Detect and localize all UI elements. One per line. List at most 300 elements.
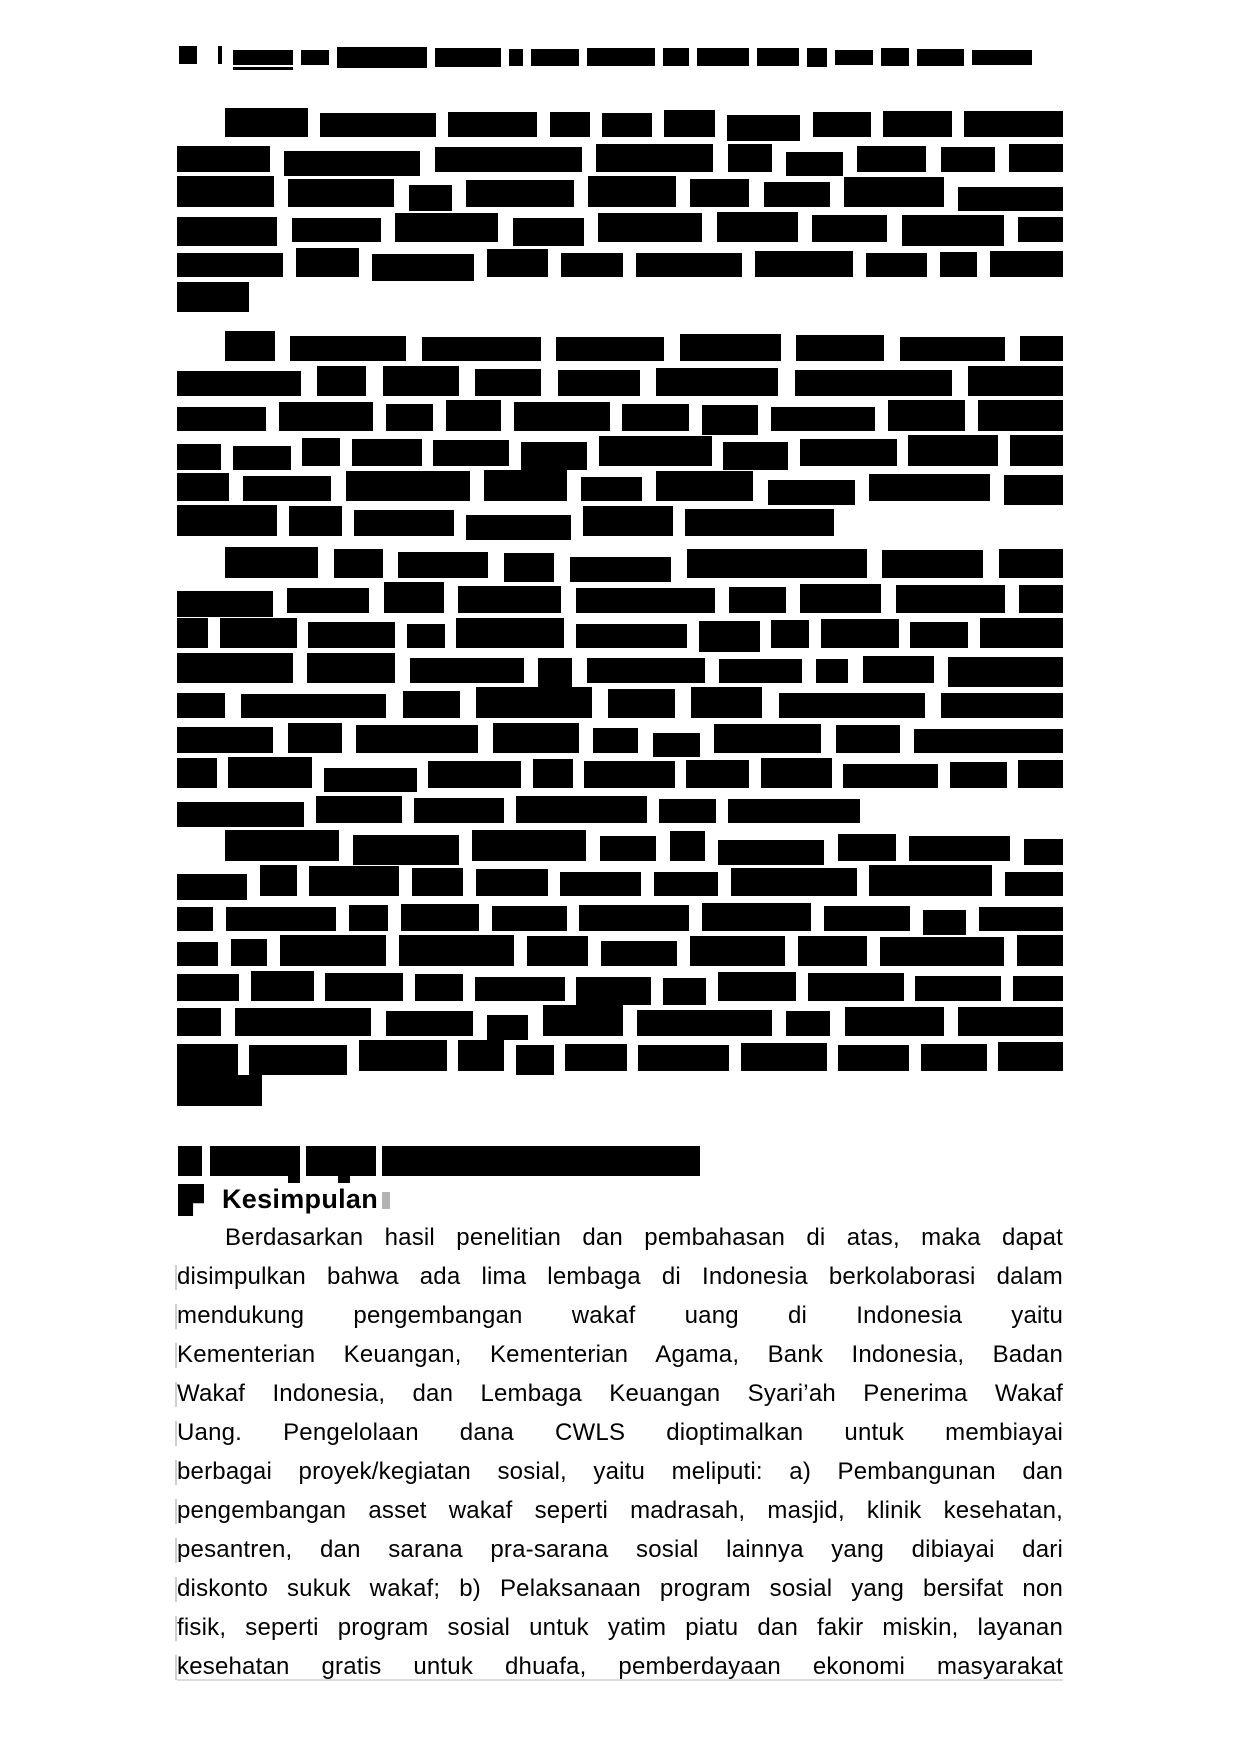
paragraph-line: pesantren, dan sarana pra-sarana sosial lainnya yang dibiayai dari [177,1530,1063,1569]
redacted-line [177,617,1063,648]
redaction-bar [349,905,388,931]
redaction-bar [588,176,676,207]
redaction-bar [714,724,821,753]
redaction-bar [354,510,454,536]
redacted-line [177,582,1063,613]
redaction-bar [729,587,786,613]
paragraph-line: diskonto sukuk wakaf; b) Pelaksanaan program sosial yang bersifat non [177,1569,1063,1608]
redaction-bar [280,935,386,966]
redaction-bar [513,218,584,246]
redaction-bar [755,251,853,277]
redacted-line [177,722,1063,753]
redaction-bar [346,471,470,501]
redaction-bar [352,439,422,466]
paragraph-line: kesehatan gratis untuk dhuafa, pemberdayaan ekonomi masyarakat [177,1647,1063,1686]
redaction-bar [456,618,564,648]
redaction-bar [414,798,504,823]
redaction-bar [659,799,716,823]
redaction-bar [702,903,811,931]
redaction-bar [435,147,582,172]
redaction-bar [863,656,934,683]
redaction-bar [233,50,293,65]
redaction-bar [306,1146,376,1176]
redacted-line [225,547,1063,578]
redaction-bar [177,473,229,501]
redaction-bar [972,50,1032,65]
redaction-bar [1018,760,1063,788]
redaction-bar [226,907,336,931]
redacted-line [177,865,1063,896]
redaction-bar [940,252,977,277]
redaction-bar [177,693,225,718]
redaction-bar [587,48,655,66]
redaction-bar [177,653,293,683]
redaction-bar [690,179,749,207]
redaction-bar [838,1045,909,1071]
redaction-bar [600,836,656,861]
redaction-bar [680,334,781,361]
redaction-bar [813,112,871,137]
redaction-bar [691,687,762,718]
redaction-bar [786,152,843,176]
redacted-line [177,1040,1063,1071]
redaction-bar [446,400,501,431]
redaction-bar [382,1146,700,1176]
redacted-line [177,141,1063,172]
redaction-bar [795,370,952,396]
redaction-bar [290,336,406,361]
redaction-bar [1009,144,1063,172]
redaction-bar [1017,935,1063,966]
redaction-bar [869,865,992,896]
paragraph-line: disimpulkan bahwa ada lima lembaga di Indonesia berkolaborasi dalam [177,1257,1063,1296]
redaction-bar [800,584,881,613]
redaction-bar [656,471,753,501]
redaction-bar [883,111,952,137]
redacted-line [177,365,1063,396]
redaction-bar [593,728,638,753]
redaction-bar [685,509,834,536]
redaction-bar [888,400,965,431]
redaction-bar [466,515,571,540]
redaction-bar [476,869,548,896]
redaction-bar [999,549,1063,578]
redaction-bar [218,46,222,64]
redaction-bar [579,905,689,931]
redaction-bar [210,1146,300,1176]
redaction-bar [233,67,293,70]
redaction-bar [395,213,498,242]
redaction-bar [458,586,561,613]
redaction-bar [475,977,565,1001]
redaction-bar [824,906,910,931]
redaction-bar [249,1045,347,1075]
redaction-bar [177,758,217,788]
redaction-bar [599,436,712,466]
redacted-line [177,652,1063,683]
redaction-bar [410,658,524,683]
redaction-bar [584,761,675,788]
redaction-bar [608,689,675,718]
redaction-bar [741,1043,827,1071]
redaction-bar [718,972,796,1001]
redaction-bar [287,588,369,613]
redacted-line [177,176,1063,207]
redaction-bar [178,1146,202,1176]
paragraph-mark-icon [382,1192,390,1209]
redaction-bar [279,402,373,431]
redaction-bar [284,151,420,176]
redaction-bar [719,659,802,683]
redaction-bar [422,337,541,361]
redaction-bar [260,865,297,896]
redaction-bar [493,723,579,753]
redaction-bar [353,835,459,865]
redaction-bar [844,177,944,207]
redaction-bar [866,253,927,277]
redaction-bar [1005,872,1063,896]
redaction-bar [882,550,983,578]
redaction-bar [565,1044,627,1071]
redaction-bar [476,687,592,718]
paragraph-line: Uang. Pengelolaan dana CWLS dioptimalkan untuk membiayai [177,1413,1063,1452]
redaction-bar [538,658,572,687]
redaction-bar [923,910,966,935]
redaction-bar [292,218,381,242]
redaction-bar [412,868,463,896]
redaction-bar [835,50,873,65]
redaction-bar [812,215,887,242]
redaction-bar [1004,475,1063,505]
redaction-bar [602,113,652,137]
redaction-bar [771,620,809,648]
redaction-bar [177,1044,238,1075]
redaction-bar [800,439,897,466]
redaction-bar [1020,336,1063,361]
redaction-bar [998,1042,1063,1071]
redaction-bar [950,762,1007,788]
redaction-bar [177,1008,221,1036]
redacted-line [177,470,1063,501]
redaction-bar [880,937,1004,966]
redaction-bar [663,48,689,66]
redaction-bar [978,400,1063,431]
redaction-bar [958,1007,1063,1036]
redaction-bar [231,939,267,966]
redaction-bar [779,693,925,718]
redacted-line [225,830,1063,861]
redaction-bar [596,144,713,172]
redaction-bar [728,144,772,172]
redaction-bar [764,182,830,207]
redaction-bar [487,249,548,277]
redaction-bar [177,444,221,470]
redaction-bar [656,368,778,396]
redaction-bar [731,868,857,896]
redaction-bar [718,840,824,865]
redaction-bar [1019,585,1063,613]
redaction-bar [309,866,399,896]
redaction-bar [509,49,523,66]
paragraph-line: berbagai proyek/kegiatan sosial, yaitu meliputi: a) Pembangunan dan [177,1452,1063,1491]
redaction-bar [570,557,671,582]
redaction-bar [761,758,832,788]
redacted-line [177,970,1063,1001]
redaction-bar [768,480,855,505]
redaction-bar [786,1011,830,1036]
redaction-bar [653,733,700,757]
redaction-bar [177,974,239,1001]
redaction-bar [401,904,479,931]
redacted-line [177,1075,262,1106]
redaction-bar [307,653,395,683]
redaction-bar [516,796,647,823]
redaction-bar [908,435,998,466]
redaction-bar [325,973,403,1001]
redaction-bar [225,830,339,861]
redaction-bar [225,547,318,578]
redaction-bar [958,187,1063,211]
redacted-line [177,435,1063,466]
redaction-bar [241,694,386,718]
redaction-bar [302,438,340,466]
redaction-bar [687,549,867,578]
redaction-bar [177,407,266,431]
redaction-bar [435,48,501,67]
redaction-bar [324,768,417,792]
redaction-bar [717,212,798,242]
redaction-bar [220,618,297,648]
redaction-bar [288,723,342,753]
redaction-bar [622,404,689,431]
redacted-line [177,400,1063,431]
redaction-bar [821,619,899,648]
redaction-bar [334,549,383,578]
redaction-bar [808,973,904,1001]
redaction-bar [638,1045,729,1071]
redaction-bar [177,802,304,827]
redaction-bar [228,757,312,788]
redaction-bar [448,112,537,137]
redaction-bar [484,470,567,501]
redaction-bar [504,553,554,582]
redacted-line [177,900,1063,931]
redaction-bar [990,251,1063,277]
redaction-bar [1024,839,1063,865]
redaction-bar [225,331,275,361]
redaction-bar [433,440,509,466]
redaction-bar [243,476,331,501]
redaction-bar [428,761,521,788]
redaction-bar [359,1040,447,1071]
redaction-bar [296,248,359,277]
redaction-bar [917,49,964,66]
redaction-bar [796,335,884,361]
redaction-bar [415,974,463,1001]
redaction-bar [384,582,444,613]
redaction-bar [771,407,875,431]
redaction-bar [472,830,586,861]
redaction-bar [177,874,247,900]
redaction-bar [398,552,488,578]
redaction-bar [550,112,590,137]
redaction-bar [699,621,760,652]
redaction-bar [177,176,274,207]
redaction-bar [964,111,1063,137]
redaction-bar [556,337,664,361]
redaction-bar [399,935,514,966]
redaction-bar [458,1040,504,1071]
redaction-bar [690,936,785,966]
redaction-bar [531,49,579,66]
redaction-bar [727,115,800,141]
paragraph-line: mendukung pengembangan wakaf uang di Indonesia yaitu [177,1296,1063,1335]
redaction-bar [576,588,715,613]
redaction-bar [301,50,329,65]
conclusion-paragraph [177,1218,1063,1686]
redaction-bar [723,442,788,470]
redaction-bar [372,254,474,281]
redaction-bar [177,591,273,617]
section-heading-redacted [178,1146,700,1176]
redaction-bar [900,337,1005,361]
redacted-line [177,211,1063,242]
redaction-bar [816,659,848,683]
redacted-line [177,935,1063,966]
redaction-bar [289,506,342,536]
paragraph-line: Berdasarkan hasil penelitian dan pembahasan di atas, maka dapat [225,1224,1063,1251]
redaction-bar [728,799,860,823]
redaction-bar [316,796,402,823]
redaction-bar [527,936,588,966]
redacted-line [177,246,1063,277]
redaction-bar [177,727,273,753]
redaction-bar [233,446,291,470]
redacted-line [177,505,835,536]
redaction-bar [177,1075,262,1106]
conclusion-heading: Kesimpulan [222,1184,379,1214]
redaction-bar [836,725,900,753]
redaction-bar [637,1010,772,1036]
redacted-line [177,1005,1063,1036]
redaction-bar [921,1044,987,1071]
redaction-bar [466,180,574,207]
redacted-line [177,757,1063,788]
redaction-bar [697,48,749,66]
redaction-bar [636,253,742,277]
redaction-bar [702,405,758,435]
redaction-bar [663,978,706,1005]
redaction-bar [177,146,270,172]
redaction-bar [177,282,249,312]
redaction-bar [288,179,394,207]
redaction-bar [177,942,218,966]
redaction-bar [177,618,208,648]
redaction-bar [1013,976,1063,1001]
redaction-bar [177,505,277,536]
redacted-list-marker [178,1184,204,1216]
redaction-bar [948,657,1063,687]
redaction-bar [843,764,938,788]
redaction-bar [980,618,1063,648]
redaction-bar [533,759,573,788]
redaction-bar [337,47,427,68]
redaction-bar [968,366,1063,396]
redaction-bar [914,729,1063,753]
redaction-bar [475,369,541,396]
redaction-bar [587,658,705,683]
redaction-bar [1010,435,1063,466]
redaction-bar [487,1015,528,1040]
redaction-bar [941,693,1063,718]
redaction-bar [543,1005,623,1036]
redaction-bar [558,370,640,396]
redaction-bar [179,46,197,64]
redaction-bar [516,1045,554,1075]
redaction-bar [560,872,641,896]
redaction-bar [409,185,452,211]
redaction-bar [576,977,651,1005]
redaction-bar [915,976,1001,1001]
redaction-bar [561,253,623,277]
redaction-bar [941,147,995,172]
redaction-bar [807,48,827,67]
redaction-bar [798,936,867,966]
redaction-bar [979,907,1063,931]
redaction-bar [1018,217,1063,242]
redaction-bar [896,585,1005,613]
redacted-line [177,792,860,823]
redaction-bar [225,108,308,137]
redacted-line [177,687,1063,718]
redaction-bar [670,831,705,861]
redaction-bar [601,941,677,966]
redaction-bar [686,760,749,788]
redacted-line [177,281,249,312]
redaction-bar [320,113,436,137]
redaction-bar [235,1008,371,1036]
redaction-bar [845,1007,944,1036]
redaction-bar [581,477,642,501]
redacted-line [225,106,1063,137]
redaction-bar [308,622,395,648]
conclusion-subheading [178,1182,390,1216]
redaction-bar [857,146,926,172]
redaction-bar [177,371,301,396]
redaction-bar [881,48,909,66]
redaction-bar [317,366,366,396]
redaction-bar [177,217,277,246]
redaction-bar [869,474,990,501]
redaction-bar [177,907,213,931]
redaction-bar [356,725,478,753]
redaction-bar [514,402,610,431]
paragraph-line: Kementerian Keuangan, Kementerian Agama, Bank Indonesia, Badan [177,1335,1063,1374]
redaction-bar [654,872,718,896]
paragraph-line: pengembangan asset wakaf seperti madrasah, masjid, klinik kesehatan, [177,1491,1063,1530]
redaction-bar [177,253,283,277]
redaction-bar [386,1011,473,1036]
redaction-bar [838,834,896,861]
redaction-bar [902,215,1004,246]
redaction-bar [251,971,314,1001]
redaction-bar [386,404,433,431]
redaction-bar [407,624,445,648]
redaction-bar [521,442,587,470]
redaction-bar [383,366,459,396]
redaction-bar [598,213,702,242]
redaction-bar [576,624,687,648]
